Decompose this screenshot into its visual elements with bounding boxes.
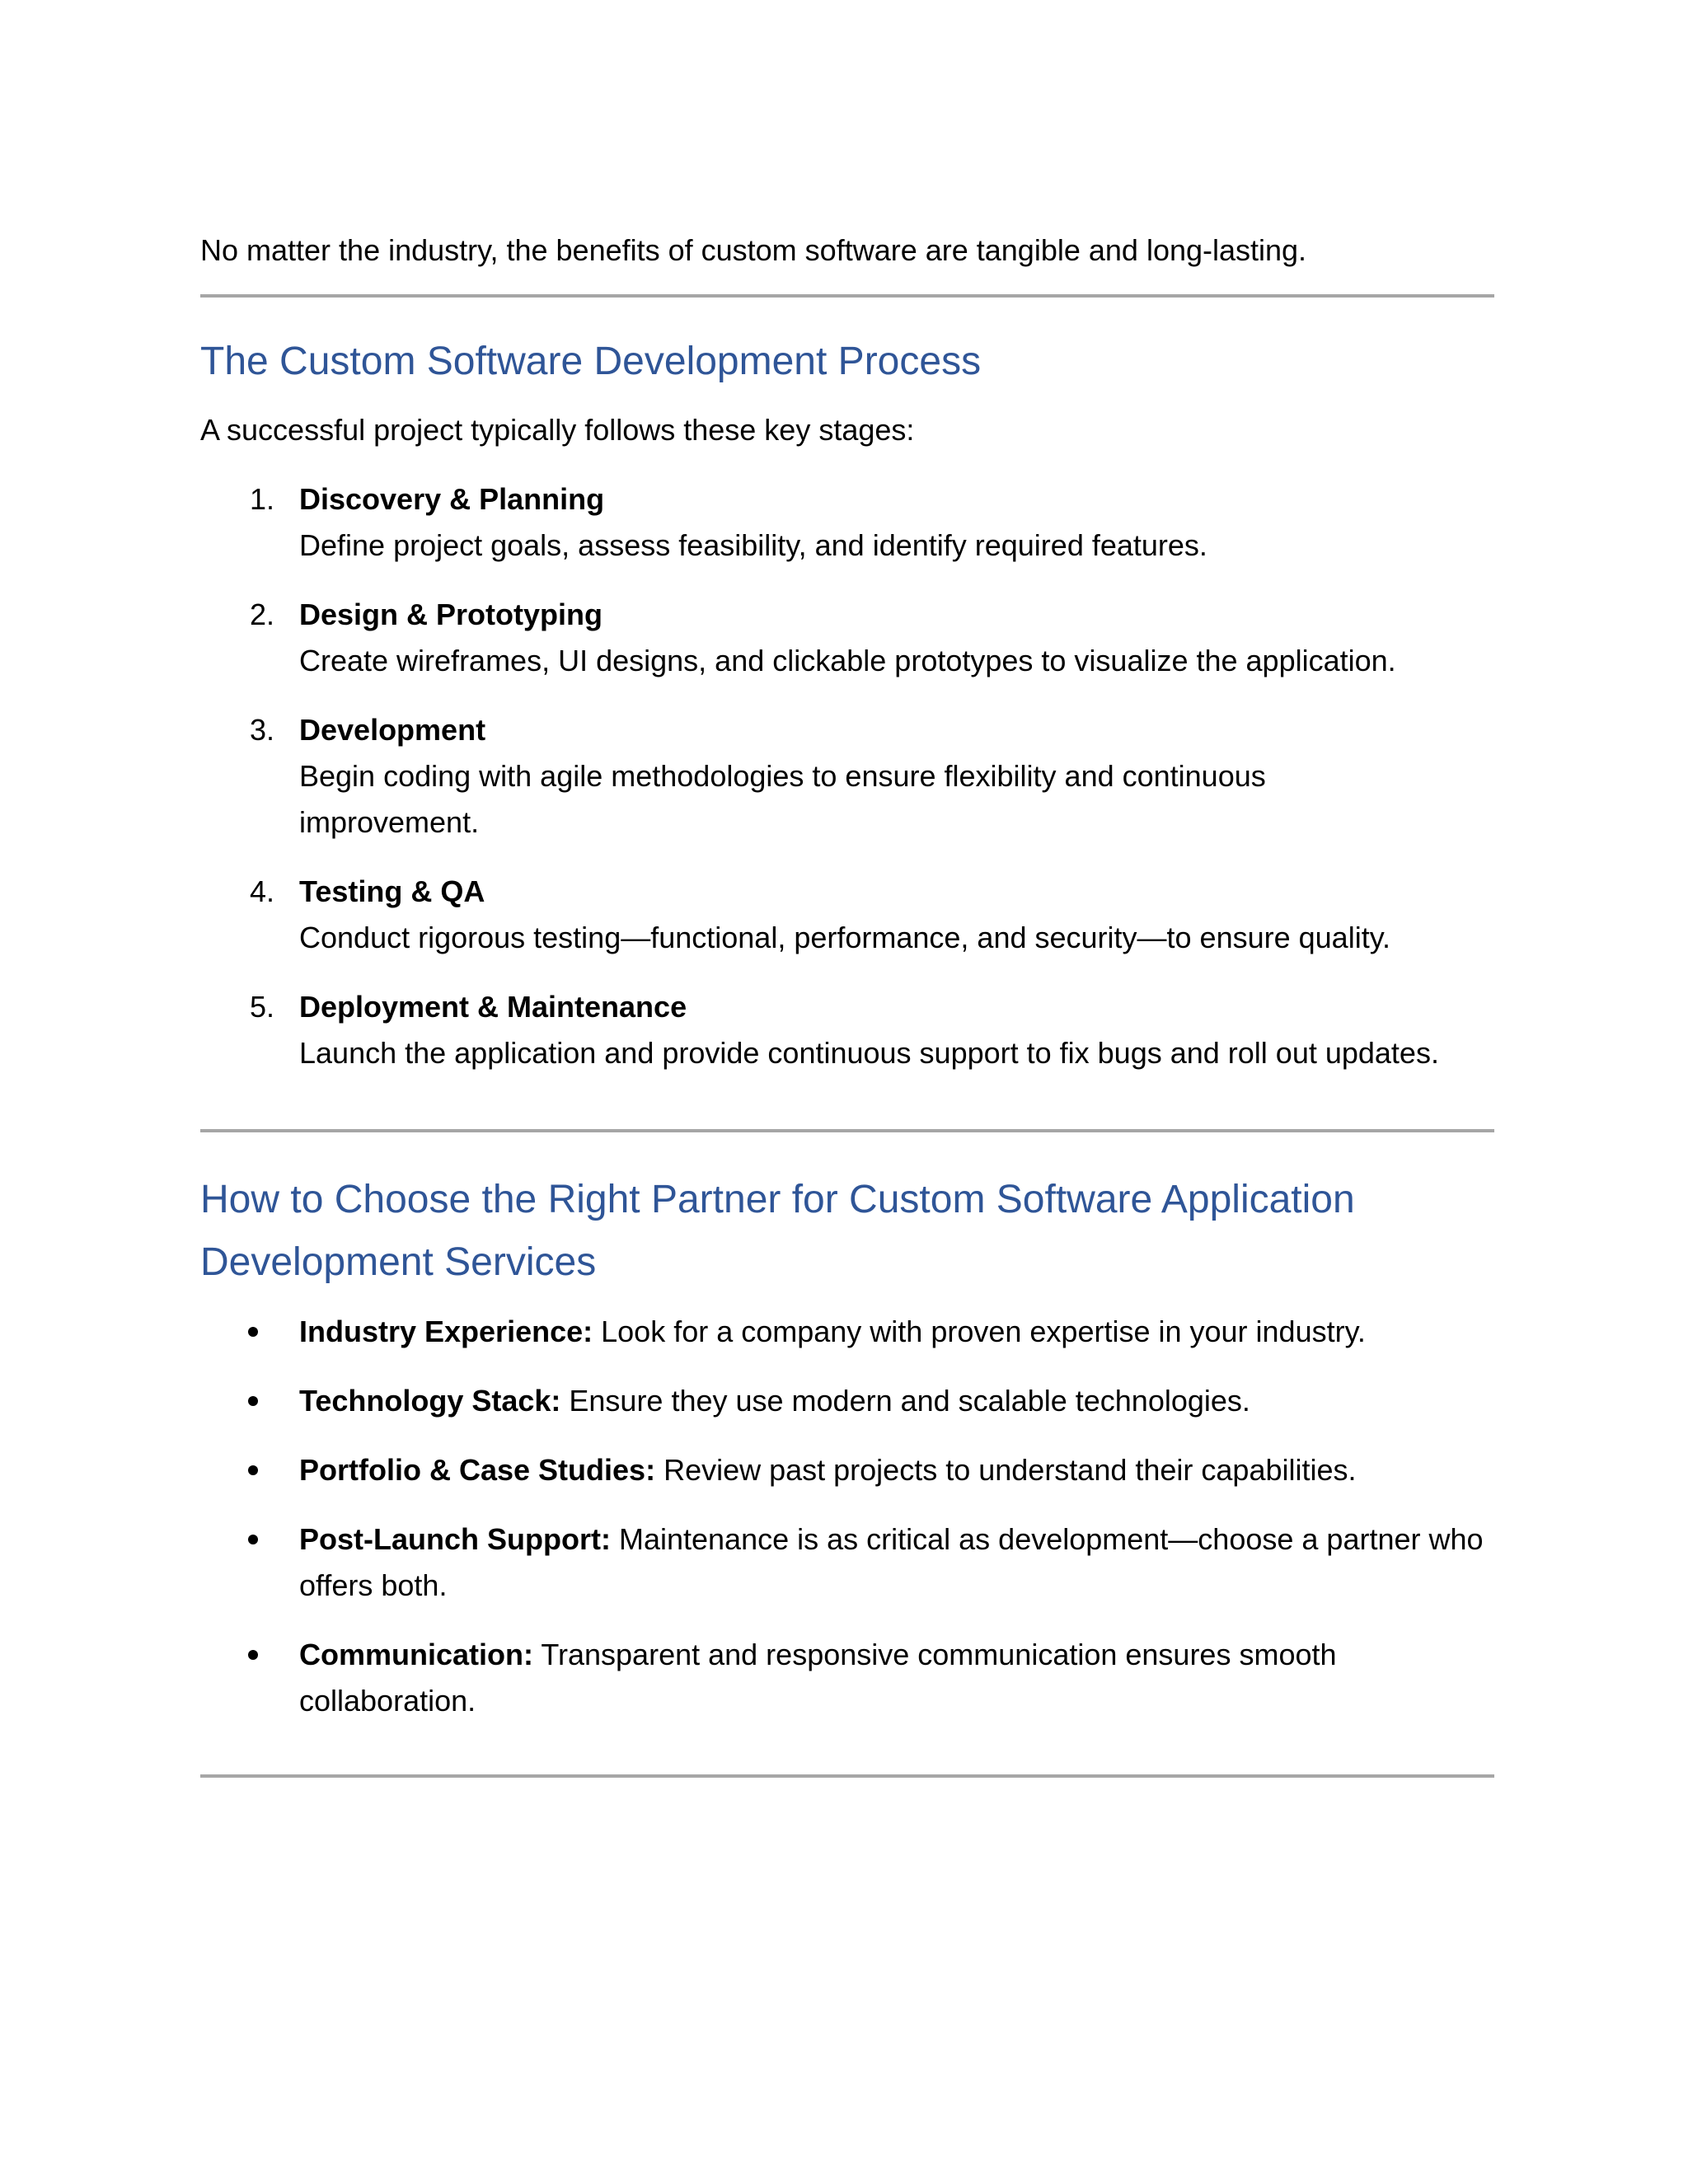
bullet-icon <box>248 1465 258 1475</box>
bullet-text: Transparent and responsive communication ensures smooth collaboration. <box>299 1638 1337 1718</box>
bullet-text: Maintenance is as critical as development—choose a partner who offers both. <box>299 1522 1484 1602</box>
process-lead: A successful project typically follows these key stages: <box>200 413 915 447</box>
bullet-icon <box>248 1650 258 1660</box>
step-number: 5. <box>250 990 275 1024</box>
step-description: Create wireframes, UI designs, and clickable prototypes to visualize the application. <box>299 644 1396 677</box>
step-title: Deployment & Maintenance <box>299 990 687 1024</box>
bullet-term: Industry Experience: <box>299 1315 593 1348</box>
bullet-icon <box>248 1396 258 1406</box>
step-number: 2. <box>250 598 275 631</box>
bullet-term: Portfolio & Case Studies: <box>299 1453 656 1487</box>
step-title: Design & Prototyping <box>299 598 603 631</box>
step-body <box>299 476 1486 569</box>
step-description: Begin coding with agile methodologies to ensure flexibility and continuous improvement. <box>299 759 1266 839</box>
step-description: Conduct rigorous testing—functional, performance, and security—to ensure quality. <box>299 921 1391 954</box>
step-body <box>299 707 1404 846</box>
step-number: 4. <box>250 874 275 908</box>
horizontal-rule <box>200 1774 1494 1778</box>
bullet-body <box>299 1309 1494 1355</box>
bullet-text: Review past projects to understand their capabilities. <box>655 1453 1357 1487</box>
step-number: 3. <box>250 713 275 747</box>
bullet-body <box>299 1516 1494 1609</box>
bullet-text: Ensure they use modern and scalable technologies. <box>560 1384 1250 1418</box>
bullet-term: Technology Stack: <box>299 1384 561 1418</box>
step-body <box>299 592 1486 684</box>
horizontal-rule <box>200 294 1494 298</box>
process-heading: The Custom Software Development Process <box>200 340 982 383</box>
step-description: Launch the application and provide continuous support to fix bugs and roll out updates. <box>299 1036 1439 1070</box>
bullet-icon <box>248 1327 258 1337</box>
horizontal-rule <box>200 1129 1494 1132</box>
bullet-term: Post-Launch Support: <box>299 1522 611 1556</box>
step-body <box>299 984 1486 1076</box>
step-description: Define project goals, assess feasibility, and identify required features. <box>299 528 1207 562</box>
partner-heading: How to Choose the Right Partner for Custom Software Application Development Services <box>200 1178 1355 1284</box>
bullet-icon <box>248 1535 258 1544</box>
step-number: 1. <box>250 482 275 516</box>
step-title: Development <box>299 713 486 747</box>
bullet-body <box>299 1632 1470 1724</box>
step-body <box>299 869 1486 961</box>
step-title: Testing & QA <box>299 874 485 908</box>
step-title: Discovery & Planning <box>299 482 605 516</box>
intro-paragraph: No matter the industry, the benefits of custom software are tangible and long-lasting. <box>200 233 1307 267</box>
bullet-body <box>299 1447 1494 1493</box>
bullet-body <box>299 1378 1494 1424</box>
bullet-term: Communication: <box>299 1638 533 1671</box>
bullet-text: Look for a company with proven expertise in your industry. <box>593 1315 1366 1348</box>
